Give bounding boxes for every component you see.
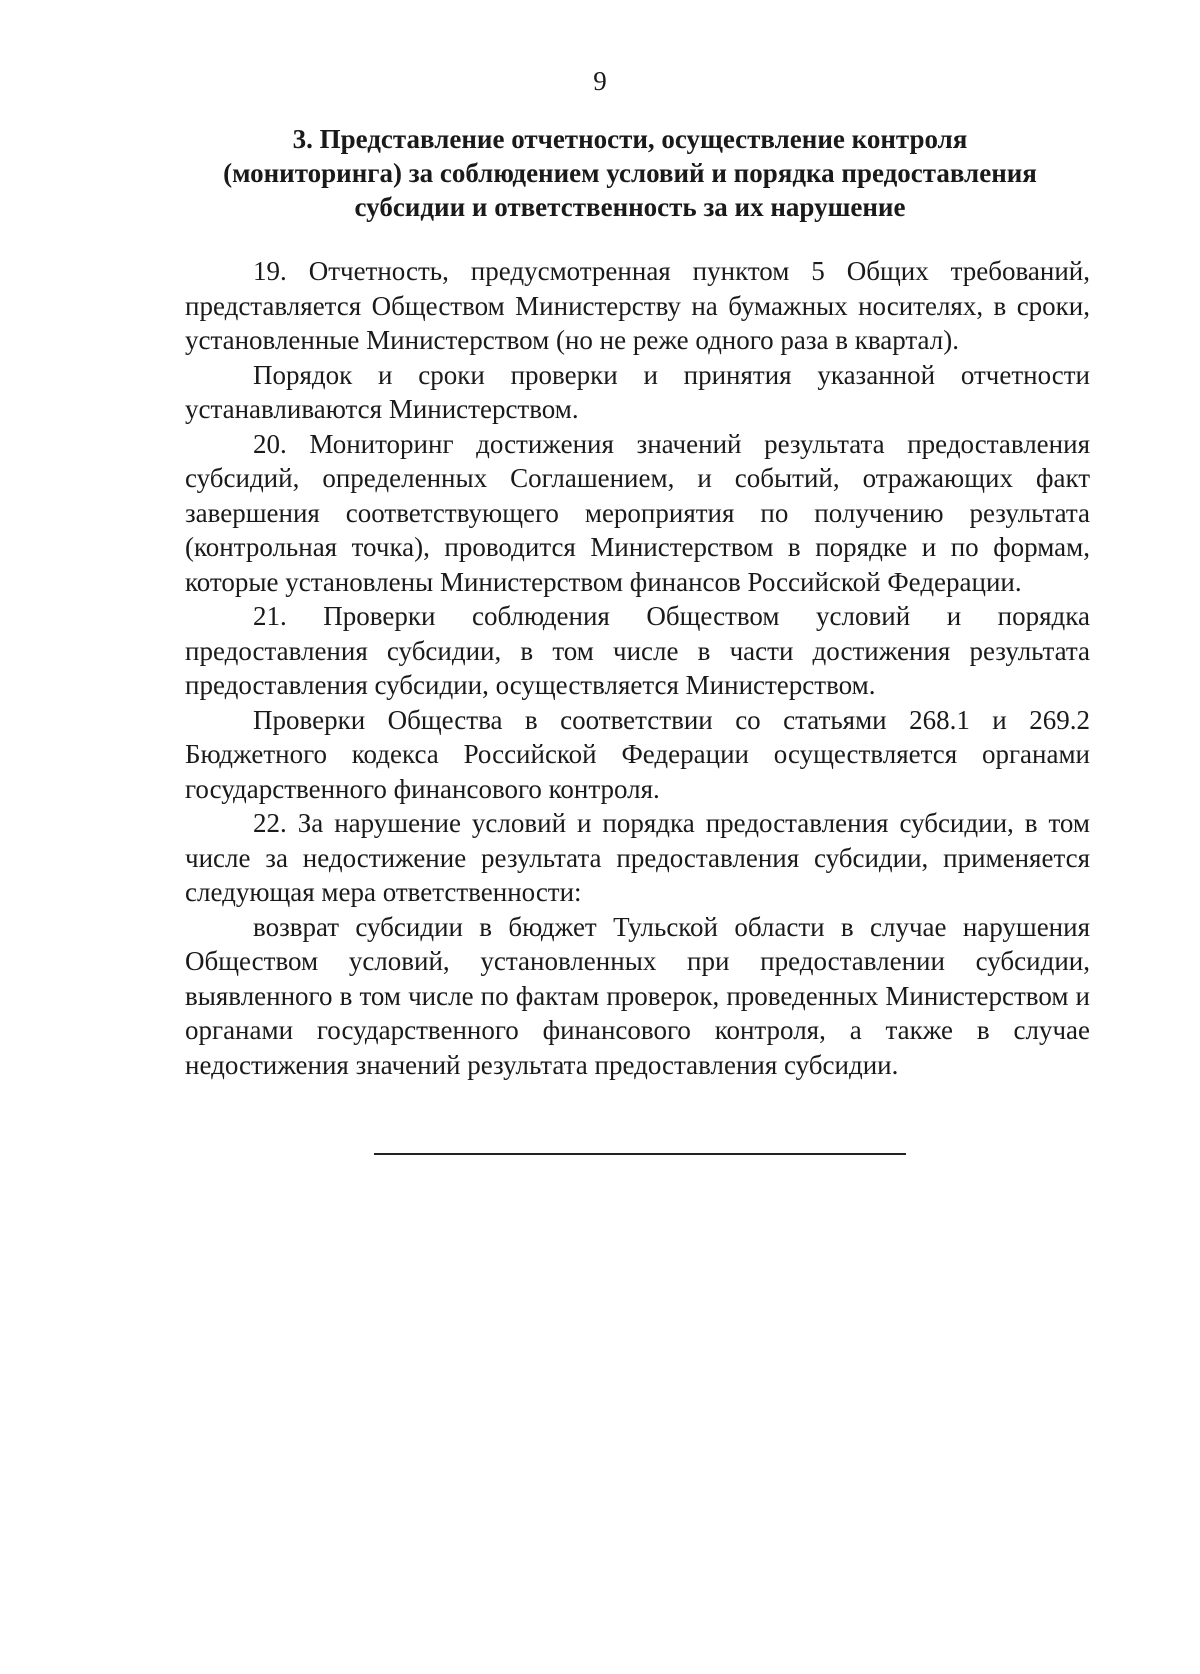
section-title-line: 3. Представление отчетности, осуществление контроля bbox=[292, 124, 968, 154]
end-of-document-rule bbox=[374, 1153, 906, 1155]
paragraph-21-inspections: Проверки Общества в соответствии со статьями 268.1 и 269.2 Бюджетного кодекса Российской Федерации осуществляется органами государственного финансового контроля. bbox=[185, 704, 1090, 804]
paragraph-19-review: Порядок и сроки проверки и принятия указанной отчетности устанавливаются Министерством. bbox=[185, 359, 1090, 424]
paragraph-22-measure: возврат субсидии в бюджет Тульской области в случае нарушения Обществом условий, установленных при предоставлении субсидии, выявленного в том числе по фактам проверок, проведенных Министерством и органами государственного финансового контроля, а также в случае недостижения значений результата предоставления субсидии. bbox=[185, 911, 1090, 1080]
paragraph-19: 19. Отчетность, предусмотренная пунктом 5 Общих требований, представляется Обществом Министерству на бумажных носителях, в сроки, установленные Министерством (но не реже одного раза в квартал). bbox=[185, 256, 1090, 355]
paragraph-20: 20. Мониторинг достижения значений результата предоставления субсидий, определенных Соглашением, и событий, отражающих факт завершения соответствующего мероприятия по получению результата (контрольная точка), проводится Министерством в порядке и по формам, которые установлены Министерством финансов Российской Федерации. bbox=[185, 428, 1090, 597]
page-number: 9 bbox=[593, 66, 607, 96]
section-title bbox=[180, 122, 1080, 224]
section-title-line: субсидии и ответственность за их нарушение bbox=[354, 192, 906, 222]
paragraph-22: 22. За нарушение условий и порядка предоставления субсидии, в том числе за недостижение результата предоставления субсидии, применяется следующая мера ответственности: bbox=[185, 808, 1090, 907]
paragraph-21: 21. Проверки соблюдения Обществом условий и порядка предоставления субсидии, в том числе в части достижения результата предоставления субсидии, осуществляется Министерством. bbox=[185, 601, 1090, 700]
section-title-line: (мониторинга) за соблюдением условий и порядка предоставления bbox=[223, 158, 1037, 188]
document-body bbox=[185, 254, 1090, 1082]
